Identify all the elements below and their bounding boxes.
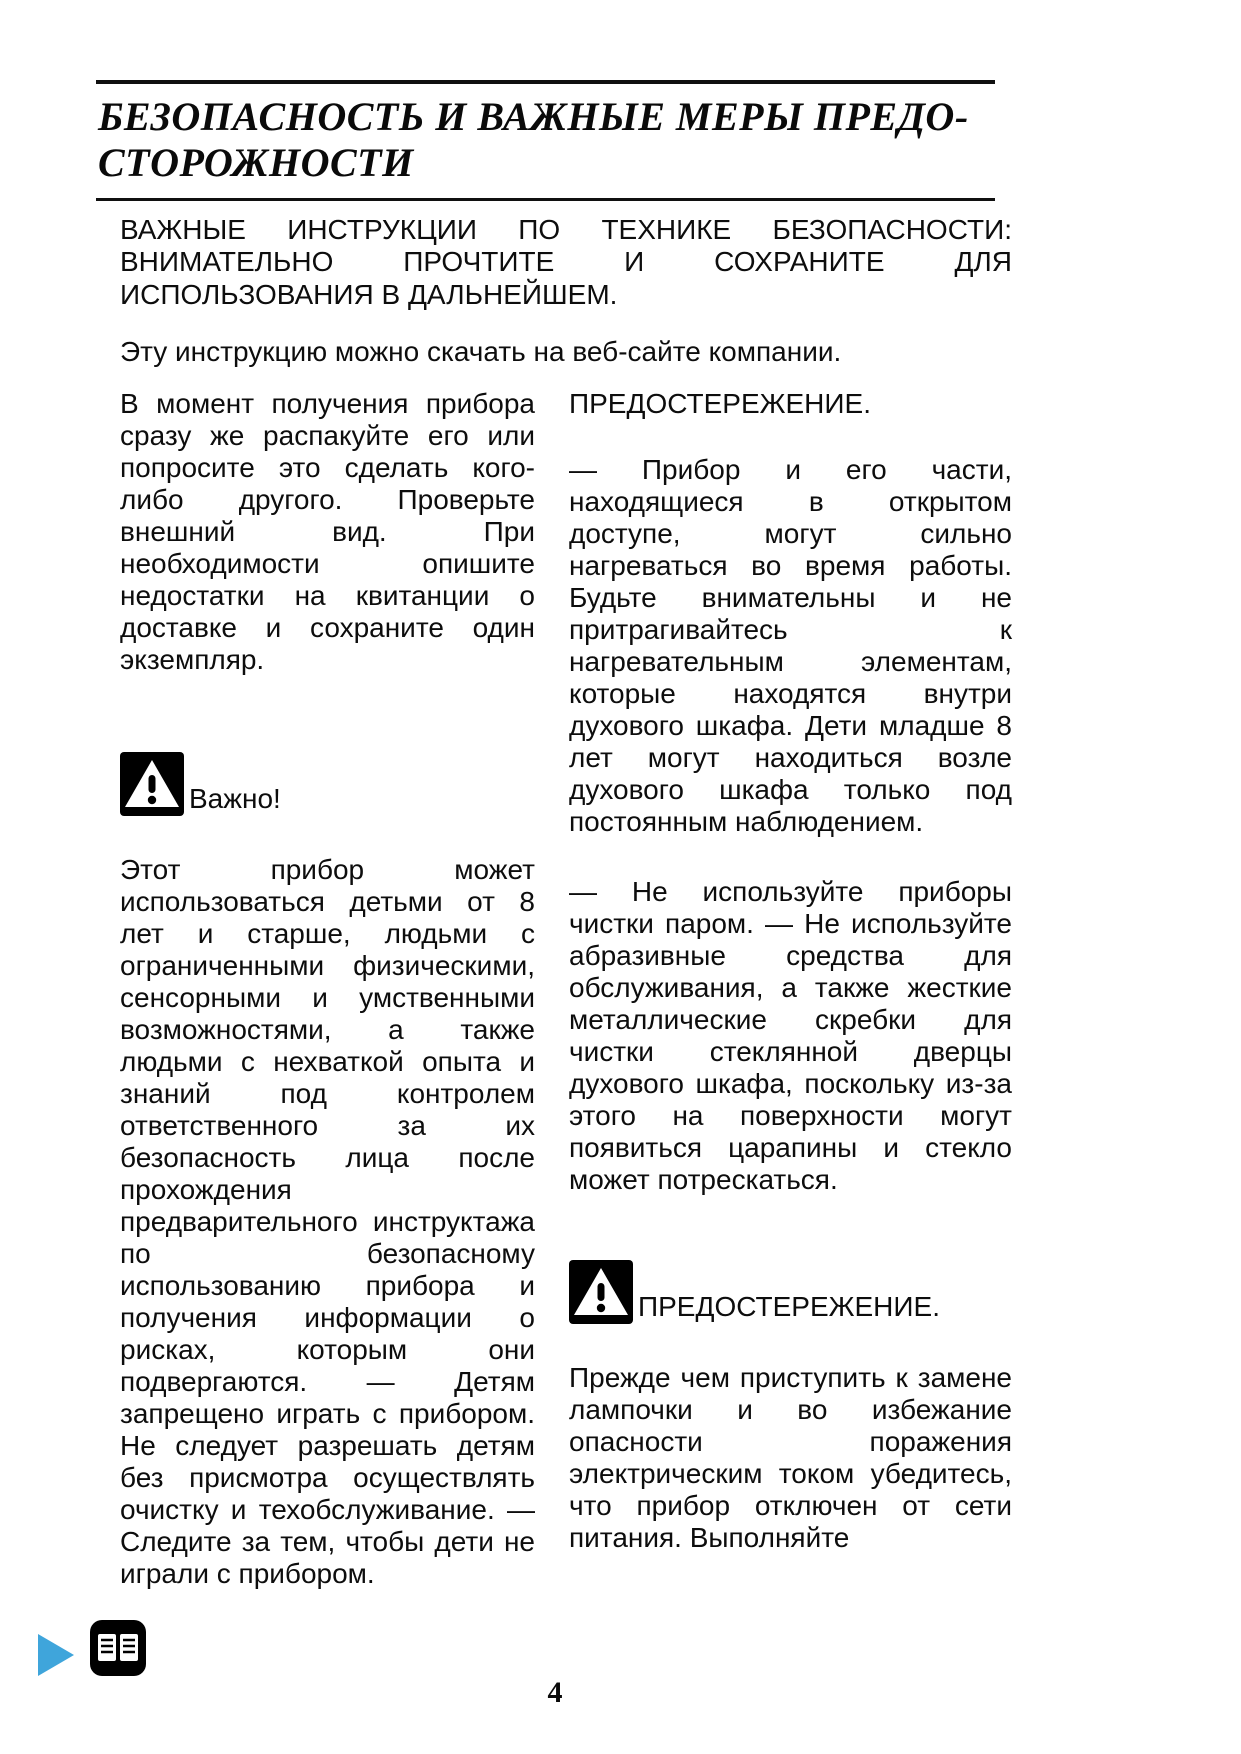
caution-label: ПРЕДОСТЕРЕЖЕНИЕ. [638,1291,940,1322]
important-row [120,752,535,816]
safety-instructions-text: ВАЖНЫЕ ИНСТРУКЦИИ ПО ТЕХНИКЕ БЕЗОПАСНОСТИ: ВНИМАТЕЛЬНО ПРОЧТИТЕ И СОХРАНИТЕ ДЛЯ ИСПОЛЬЗОВАНИЯ В ДАЛЬНЕЙШЕМ. [120,214,1012,310]
left-column [120,388,535,1590]
title-rule-bottom [96,198,995,201]
page-title-line1: БЕЗОПАСНОСТЬ И ВАЖНЫЕ МЕРЫ ПРЕДО- [98,94,969,139]
title-block [96,80,995,201]
right-column [569,388,1012,1590]
important-label: Важно! [189,783,281,814]
download-note-text: Эту инструкцию можно скачать на веб-сайте компании. [120,336,842,367]
page-title-line2: СТОРОЖНОСТИ [98,140,414,185]
book-pages-icon[interactable] [90,1620,146,1676]
body-columns [120,388,1012,1590]
cleaning-paragraph: — Не используйте приборы чистки паром. — Не используйте абразивные средства для обслуживания, а также жесткие металлические скребки для чистки стеклянной дверцы духового шкафа, поскольку из-за этого на поверхности могут появиться царапины и стекло может потрескаться. [569,876,1012,1195]
nav-arrow-icon[interactable] [36,1632,76,1678]
caution-row [569,1260,1012,1324]
warning-triangle-icon [569,1260,633,1324]
warning-triangle-icon [120,752,184,816]
hot-parts-paragraph: — Прибор и его части, находящиеся в открытом доступе, могут сильно нагреваться во время работы. Будьте внимательны и не притрагивайтесь к нагревательным элементам, которые находятся внутри духового шкафа. Дети младше 8 лет могут находиться возле духового шкафа только под постоянным наблюдением. [569,454,1012,837]
page-title [96,84,995,198]
lamp-replacement-paragraph: Прежде чем приступить к замене лампочки и во избежание опасности поражения электрическим током убедитесь, что прибор отключен от сети питания. Выполняйте [569,1362,1012,1553]
children-safety-paragraph: Этот прибор может использоваться детьми от 8 лет и старше, людьми с ограниченными физическими, сенсорными и умственными возможностями, а также людьми с нехваткой опыта и знаний под контролем ответственного за их безопасность лица после прохождения предварительного инструктажа по безопасному использованию прибора и получения информации о рисках, которым они подвергаются. — Детям запрещено играть с прибором. Не следует разрешать детям без присмотра осуществлять очистку и техобслуживание. — Следите за тем, чтобы дети не играли с прибором. [120,854,535,1589]
page-number: 4 [547,1676,563,1709]
caution-heading: ПРЕДОСТЕРЕЖЕНИЕ. [569,388,871,419]
unpacking-paragraph: В момент получения прибора сразу же распакуйте его или попросите это сделать кого-либо другого. Проверьте внешний вид. При необходимости опишите недостатки на квитанции о доставке и сохраните один экземпляр. [120,388,535,675]
